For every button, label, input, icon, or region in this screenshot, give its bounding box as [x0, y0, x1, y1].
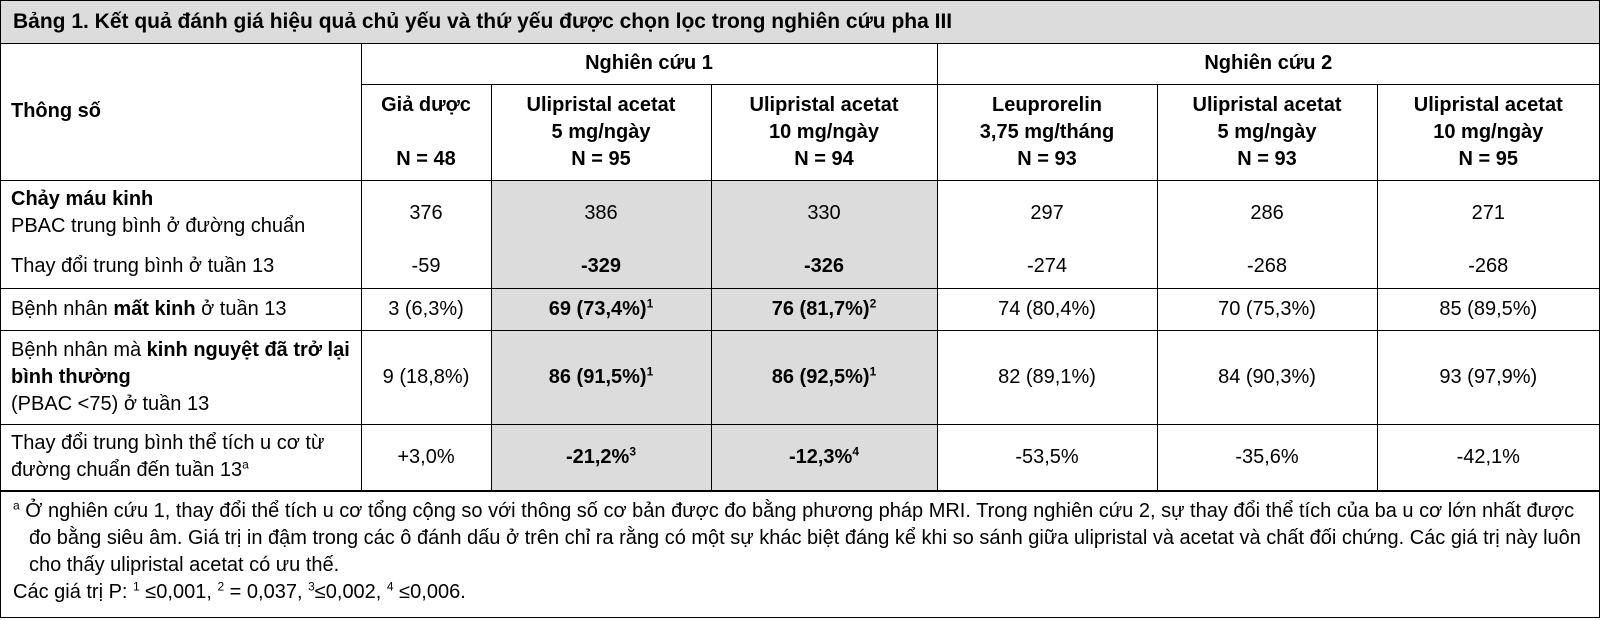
footnote-p-values	[13, 579, 1587, 606]
table-row	[1, 246, 1599, 288]
study1-header: Nghiên cứu 1	[361, 44, 937, 84]
cell-sup: 1	[646, 363, 654, 378]
row-label-text: ở tuần 13	[195, 297, 287, 320]
col-header-n: N = 94	[794, 147, 854, 170]
table-cell	[1377, 330, 1599, 424]
row-label-text: Thay đổi trung bình thể tích u cơ từ đường chuẩn đến tuần 13	[11, 432, 325, 481]
cell-value: 74 (80,4%)	[998, 297, 1096, 320]
p-marker: 2	[217, 578, 225, 593]
col-header-n: N = 95	[571, 147, 631, 170]
cell-value: 86 (92,5%)	[771, 365, 870, 388]
cell-value: 3 (6,3%)	[388, 297, 464, 320]
cell-value: -35,6%	[1235, 445, 1299, 468]
cell-value: -42,1%	[1456, 445, 1520, 468]
table-row	[1, 330, 1599, 424]
row-label-text: (PBAC <75) ở tuần 13	[11, 392, 210, 415]
cell-value: 84 (90,3%)	[1218, 365, 1316, 388]
table-cell	[937, 424, 1157, 490]
table-cell	[491, 288, 711, 330]
table-cell: -59	[361, 246, 491, 288]
table-cell	[937, 330, 1157, 424]
table-cell	[1157, 330, 1377, 424]
cell-sup: 4	[852, 443, 860, 458]
col-header-line1: Ulipristal acetat	[1192, 93, 1342, 116]
col-header-line1: Giả dược	[381, 93, 471, 116]
col-header-line1: Ulipristal acetat	[749, 93, 899, 116]
cell-value: 93 (97,9%)	[1439, 365, 1538, 388]
col-header-n: N = 48	[396, 147, 456, 170]
table-cell	[1377, 424, 1599, 490]
col-header-s2-upa5	[1157, 84, 1377, 180]
table-row	[1, 288, 1599, 330]
p-value: = 0,037,	[224, 580, 309, 603]
table-cell	[361, 424, 491, 490]
row-label	[1, 180, 361, 246]
row-label-text: Bệnh nhân mà	[11, 338, 147, 361]
p-value: ≤0,006.	[393, 580, 466, 603]
table-cell: -329	[491, 246, 711, 288]
table-cell: -268	[1157, 246, 1377, 288]
cell-value: 70 (75,3%)	[1218, 297, 1316, 320]
table-cell	[361, 330, 491, 424]
cell-value: 82 (89,1%)	[998, 365, 1096, 388]
col-header-line1: Leuprorelin	[992, 93, 1103, 116]
row-label-sup: a	[242, 457, 249, 472]
row-label	[1, 330, 361, 424]
cell-value: 86 (91,5%)	[548, 365, 647, 388]
table-cell	[711, 288, 937, 330]
table-cell: 286	[1157, 180, 1377, 246]
table-cell	[1377, 288, 1599, 330]
table-cell	[491, 330, 711, 424]
table-cell: -326	[711, 246, 937, 288]
table-cell: 271	[1377, 180, 1599, 246]
cell-value: -12,3%	[788, 445, 853, 468]
col-header-s1-upa5	[491, 84, 711, 180]
footnote-a	[13, 498, 1587, 579]
table-cell	[361, 288, 491, 330]
col-header-line2: 10 mg/ngày	[768, 120, 880, 143]
table-title: Bảng 1. Kết quả đánh giá hiệu quả chủ yếu và thứ yếu được chọn lọc trong nghiên cứu pha III	[1, 1, 1599, 44]
cell-value: 76 (81,7%)	[771, 297, 870, 320]
header-row-studies	[1, 44, 1599, 84]
col-header-line1: Ulipristal acetat	[526, 93, 676, 116]
cell-value: -53,5%	[1015, 445, 1079, 468]
col-header-n: N = 93	[1017, 147, 1077, 170]
row-label	[1, 424, 361, 490]
table-row	[1, 180, 1599, 246]
p-marker: 1	[133, 578, 140, 593]
col-header-placebo	[361, 84, 491, 180]
p-prefix: Các giá trị P:	[13, 580, 134, 603]
table-cell: -268	[1377, 246, 1599, 288]
cell-sup: 1	[646, 295, 654, 310]
col-header-n: N = 93	[1237, 147, 1297, 170]
col-header-line2: 3,75 mg/tháng	[979, 120, 1115, 143]
table-cell	[711, 330, 937, 424]
row-label-bold: mất kinh	[113, 297, 196, 320]
cell-value: -21,2%	[565, 445, 630, 468]
cell-sup: 1	[869, 363, 877, 378]
cell-sup: 3	[629, 443, 637, 458]
table-footnotes	[1, 491, 1599, 606]
table-cell: 376	[361, 180, 491, 246]
cell-sup: 2	[869, 295, 877, 310]
table-cell	[1157, 288, 1377, 330]
study2-header: Nghiên cứu 2	[937, 44, 1599, 84]
results-table	[1, 44, 1599, 491]
row-label-bold: kinh nguyệt đã trở lại bình thường	[11, 338, 350, 388]
cell-value: 85 (89,5%)	[1439, 297, 1538, 320]
p-marker: 3	[308, 578, 315, 593]
p-value: ≤0,002,	[314, 580, 387, 603]
row-label-title: Chảy máu kinh	[11, 188, 154, 211]
footnote-marker: a	[13, 497, 20, 512]
table-cell	[937, 288, 1157, 330]
table-cell: -274	[937, 246, 1157, 288]
table-cell	[711, 424, 937, 490]
row-label-text: Bệnh nhân	[11, 297, 114, 320]
cell-value: +3,0%	[397, 445, 455, 468]
row-label: Thay đổi trung bình ở tuần 13	[1, 246, 361, 288]
cell-value: 69 (73,4%)	[548, 297, 647, 320]
table-cell	[1157, 424, 1377, 490]
col-header-line2: 5 mg/ngày	[1217, 120, 1317, 143]
p-marker: 4	[386, 578, 394, 593]
table-cell	[491, 424, 711, 490]
col-header-s1-upa10	[711, 84, 937, 180]
table-cell: 297	[937, 180, 1157, 246]
row-label-sub: PBAC trung bình ở đường chuẩn	[11, 215, 306, 238]
col-header-leuprorelin	[937, 84, 1157, 180]
cell-value: 9 (18,8%)	[382, 365, 470, 388]
table-cell: 330	[711, 180, 937, 246]
col-header-s2-upa10	[1377, 84, 1599, 180]
param-header: Thông số	[1, 44, 361, 180]
col-header-line2: 10 mg/ngày	[1433, 120, 1544, 143]
table-row	[1, 424, 1599, 490]
row-label	[1, 288, 361, 330]
col-header-line2: 5 mg/ngày	[551, 120, 651, 143]
p-value: ≤0,001,	[139, 580, 218, 603]
table-cell: 386	[491, 180, 711, 246]
footnote-text: Ở nghiên cứu 1, thay đổi thể tích u cơ tổng cộng so với thông số cơ bản được đo bằng phương pháp MRI. Trong nghiên cứu 2, sự thay đổi thể tích của ba u cơ lớn nhất được đo bằng siêu âm. Giá trị in đậm trong các ô đánh dấu ở trên chỉ ra rằng có một sự khác biệt đáng kể khi so sánh giữa ulipristal và acetat và chất đối chứng. Các giá trị này luôn cho thấy ulipristal acetat có ưu thế.	[19, 499, 1581, 576]
col-header-line2	[372, 119, 481, 146]
col-header-line1: Ulipristal acetat	[1413, 93, 1563, 116]
col-header-n: N = 95	[1458, 147, 1519, 170]
